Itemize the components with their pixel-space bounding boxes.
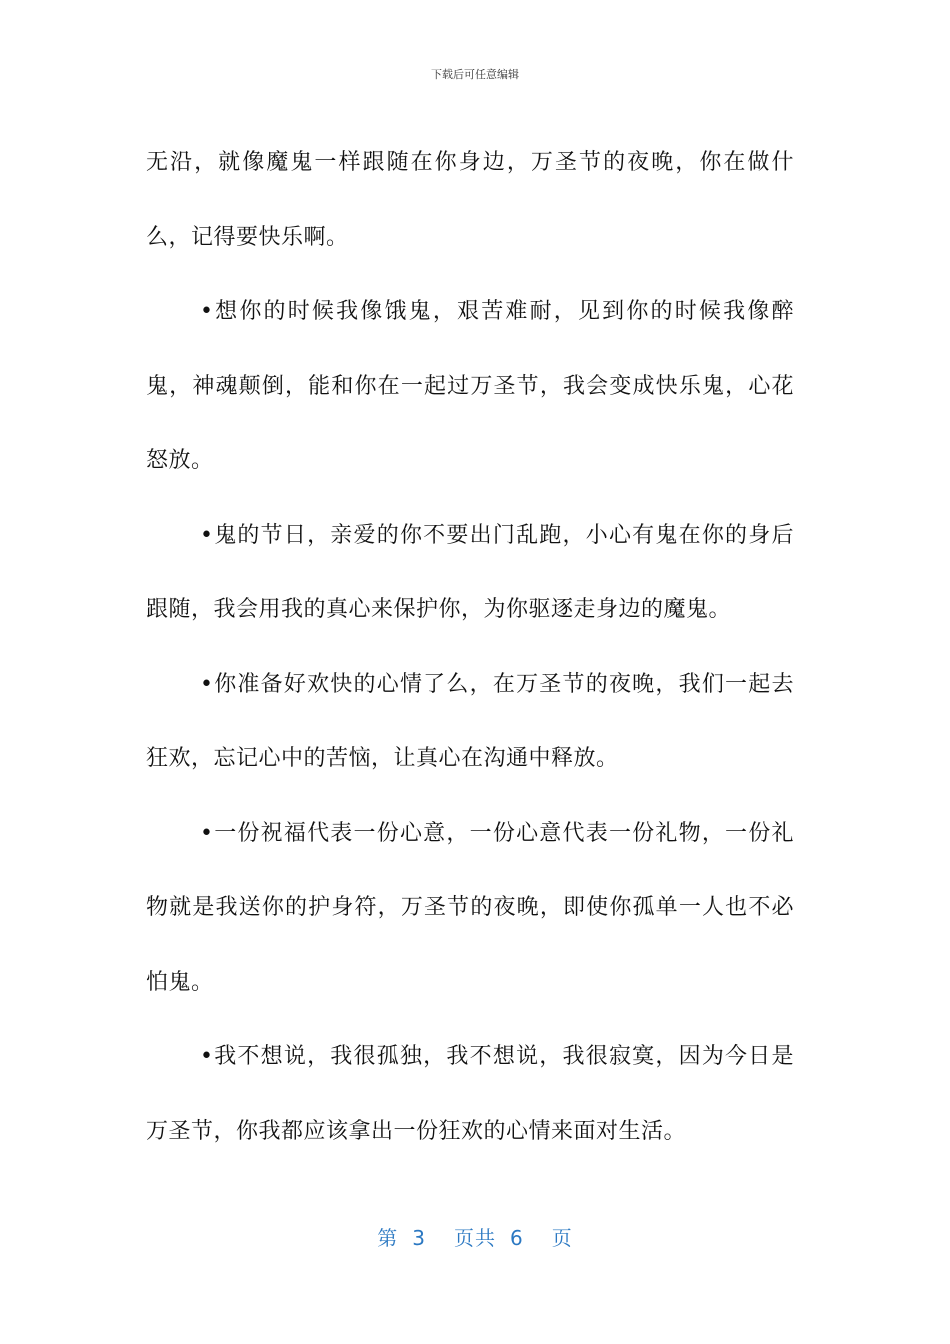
current-page-number: 3 xyxy=(412,1226,426,1250)
header-text: 下载后可任意编辑 xyxy=(431,68,519,81)
page-label-suffix: 页 xyxy=(551,1226,573,1250)
paragraph: •想你的时候我像饿鬼，艰苦难耐，见到你的时候我像醉鬼，神魂颠倒，能和你在一起过万圣节，我会变成快乐鬼，心花怒放。 xyxy=(146,299,794,473)
paragraph: •你准备好欢快的心情了么，在万圣节的夜晚，我们一起去狂欢，忘记心中的苦恼，让真心在沟通中释放。 xyxy=(146,671,794,771)
page-label-middle: 页共 xyxy=(454,1226,496,1250)
page-header xyxy=(0,66,950,82)
total-pages-number: 6 xyxy=(510,1226,524,1250)
paragraph: 无沿，就像魔鬼一样跟随在你身边，万圣节的夜晚，你在做什么，记得要快乐啊。 xyxy=(146,150,794,250)
document-body xyxy=(146,126,794,1169)
page-label-prefix: 第 xyxy=(377,1226,399,1250)
page-footer xyxy=(0,1222,950,1251)
paragraph: •一份祝福代表一份心意，一份心意代表一份礼物，一份礼物就是我送你的护身符，万圣节的夜晚，即使你孤单一人也不必怕鬼。 xyxy=(146,820,794,995)
paragraph: •鬼的节日，亲爱的你不要出门乱跑，小心有鬼在你的身后跟随，我会用我的真心来保护你，为你驱逐走身边的魔鬼。 xyxy=(146,522,794,622)
paragraph: •我不想说，我很孤独，我不想说，我很寂寞，因为今日是万圣节，你我都应该拿出一份狂欢的心情来面对生活。 xyxy=(146,1044,794,1144)
